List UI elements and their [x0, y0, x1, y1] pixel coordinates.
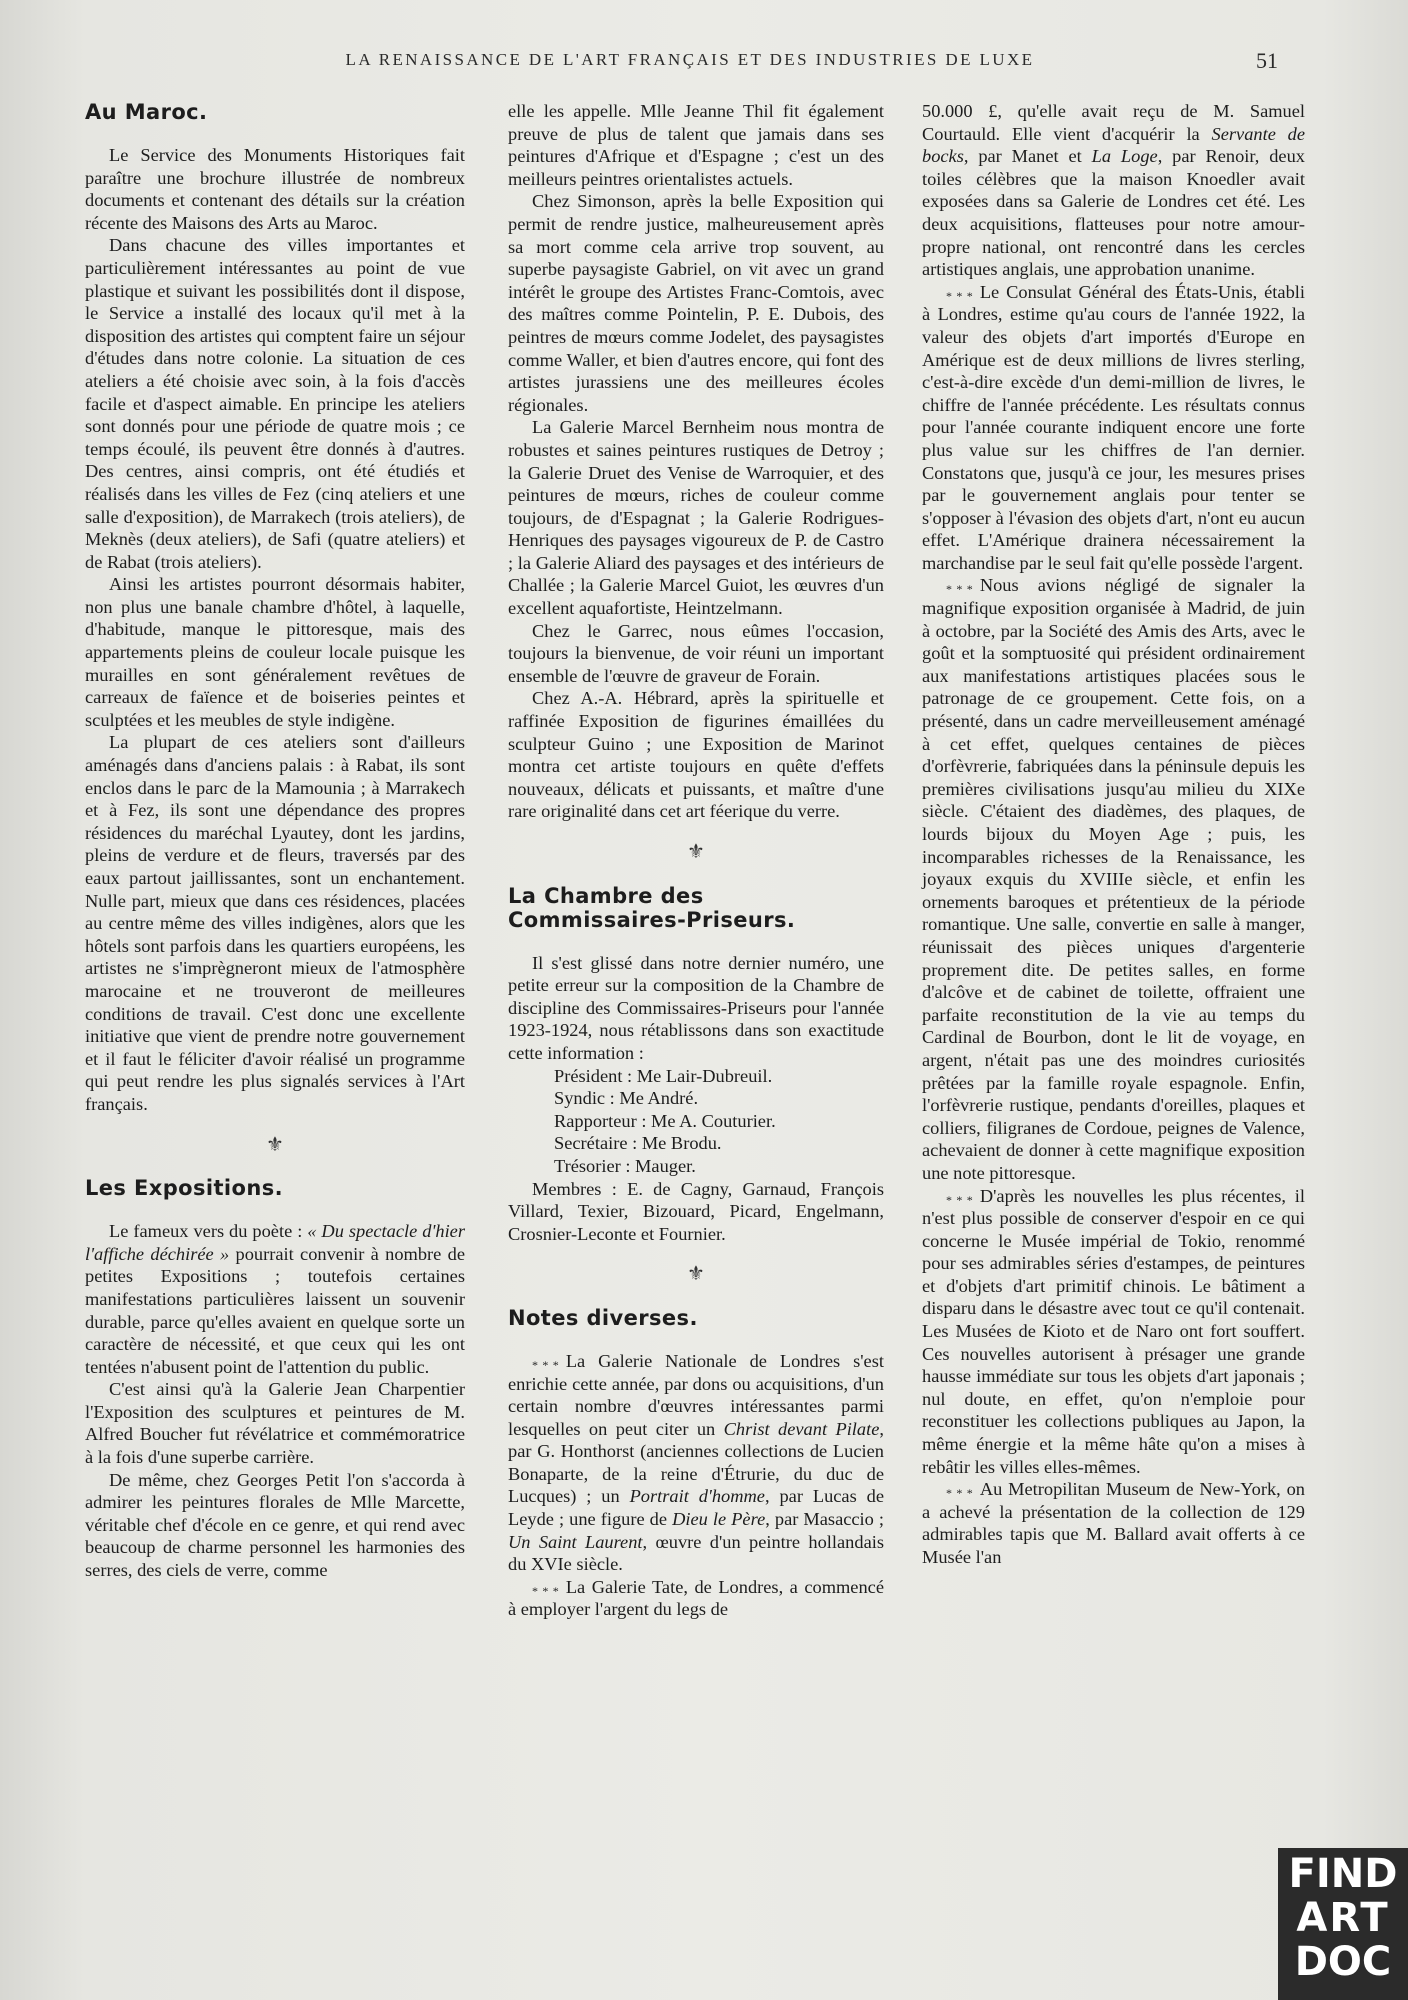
- running-head: LA RENAISSANCE DE L'ART FRANÇAIS ET DES INDUSTRIES DE LUXE: [345, 50, 1035, 69]
- paragraph: Chez A.-A. Hébrard, après la spirituelle et raffinée Exposition de figurines émaillées du sculpteur Guino ; une Exposition de Marinot montra cet artiste toujours en quête d'effets nouveaux, délicats et puissants, et maître d'une rare originalité dans cet art féerique du verre.: [508, 688, 884, 822]
- paragraph: De même, chez Georges Petit l'on s'accorda à admirer les peintures florales de Mlle Marcette, véritable chef d'école en ce genre, et qui rend avec beaucoup de charme personnel les harmonies des serres, des ciels de verre, comme: [85, 1469, 465, 1581]
- list-item: Syndic : Me André.: [554, 1088, 699, 1109]
- asterism-icon: * * *: [946, 1192, 974, 1207]
- paragraph: * * * La Galerie Tate, de Londres, a commencé à employer l'argent du legs de: [508, 1576, 884, 1620]
- paragraph: elle les appelle. Mlle Jeanne Thil fit également preuve de plus de talent que jamais dans ses peintures d'Afrique et d'Espagne ; c'est un des meilleurs peintres orientalistes actuels.: [508, 101, 884, 189]
- paragraph: Le fameux vers du poète : « Du spectacle d'hier l'affiche déchirée » pourrait convenir à nombre de petites Expositions ; toutefois certaines manifestations particulières laissent un souvenir durable, parce qu'elles avaient en quelque sorte un caractère de nécessité, et que ceux qui les ont tentées n'abusent point de l'attention du public.: [85, 1221, 466, 1377]
- quote: « Du spectacle d'hier l'affiche déchirée »: [85, 1221, 466, 1264]
- heading-notes-diverses: Notes diverses.: [508, 1305, 698, 1330]
- list-item: Rapporteur : Me A. Couturier.: [554, 1110, 776, 1131]
- asterism-icon: * * *: [946, 1486, 974, 1501]
- heading-chambre-commissaires-priseurs: La Chambre des Commissaires-Priseurs.: [508, 883, 796, 932]
- paragraph: * * * Nous avions négligé de signaler la magnifique exposition organisée à Madrid, de juin à octobre, par la Société des Amis des Arts, avec le goût et la somptuosité qui président ordinairement aux manifestations artistiques placées sous le patronage de ce groupement. Cette fois, on a présenté, dans un cadre merveilleusement aménagé à cet effet, quelques centaines de pièces d'orfèvrerie, fabriquées dans la péninsule depuis les premières civilisations jusqu'au milieu du XIXe siècle. C'étaient des diadèmes, des plaques, de lourds bijoux du Moyen Age ; puis, les incomparables richesses de la Renaissance, les joyaux exquis du XVIIIe siècle, et enfin les ornements baroques et prétentieux de la période romantique. Une salle, convertie en salle à manger, réunissait des pièces uniques d'argenterie proprement dite. De petites salles, en forme d'alcôve et de cabinet de toilette, offraient une parfaite reconstitution de la vie au temps du Cardinal de Bourbon, dont le lit de voyage, en argent, n'était pas une des moindres curiosités prêtées par la famille royale espagnole. Enfin, l'orfèvrerie rustique, pendants d'oreilles, plaques et colliers, filigranes de Cordoue, peignes de Valence, achevaient de donner à cette magnifique exposition une note pittoresque.: [922, 575, 1305, 1183]
- list-item-membres: Membres : E. de Cagny, Garnaud, François Villard, Texier, Bizouard, Picard, Engelmann, Crosnier-Leconte et Fournier.: [508, 1178, 884, 1244]
- paragraph: La plupart de ces ateliers sont d'ailleurs aménagés dans d'anciens palais : à Rabat, ils sont enclos dans le parc de la Mamounia ; à Marrakech et à Fez, ils sont une dépendance des propres résidences du maréchal Lyautey, dont les jardins, pleins de verdure et de fleurs, traversés par des eaux partout jaillissantes, sont un enchantement. Nulle part, mieux que dans ces résidences, placées au centre même des villes indigènes, alors que les hôtels sont parfois dans les quartiers européens, les artistes ne s'imprègneront mieux de l'atmosphère marocaine et ne trouveront de meilleures conditions de travail. C'est donc une excellente initiative que vient de prendre notre gouvernement et il faut le féliciter d'avoir réalisé un programme qui peut rendre les plus signalés services à l'Art français.: [85, 732, 465, 1114]
- paragraph: Dans chacune des villes importantes et particulièrement intéressantes au point de vue plastique et suivant les possibilités dont il dispose, le Service a installé des locaux qu'il met à la disposition des artistes qui comptent faire un séjour d'études dans notre colonie. La situation de ces ateliers a été choisie avec soin, à la fois d'accès facile et d'aspect aimable. En principe les ateliers sont donnés pour une période de quatre mois ; ce temps écoulé, ils peuvent être donnés à d'autres. Des centres, ainsi compris, ont été étudiés et réalisés dans les villes de Fez (cinq ateliers et une salle d'exposition), de Marrakech (trois ateliers), de Meknès (deux ateliers), de Safi (quatre ateliers) et de Rabat (trois ateliers).: [85, 235, 465, 572]
- asterism-icon: * * *: [946, 288, 974, 303]
- paragraph: * * * D'après les nouvelles les plus récentes, il n'est plus possible de conserver d'espoir en ce qui concerne le Musée impérial de Tokio, renommé pour ses admirables séries d'estampes, de peintures et d'objets d'art primitif chinois. Le bâtiment a disparu dans le désastre avec tout ce qu'il contenait. Les Musées de Kioto et de Naro ont fort souffert. Ces nouvelles autorisent à présager une grande hausse immédiate sur tous les objets d'art japonais ; nul doute, en effet, qu'on n'emploie pour reconstituer les collections publiques au Japon, la même énergie et la même hâte qu'on a mises à rebâtir les villes elles-mêmes.: [922, 1185, 1305, 1477]
- heading-les-expositions: Les Expositions.: [85, 1176, 283, 1201]
- list-item: Trésorier : Mauger.: [554, 1155, 696, 1176]
- asterism-icon: * * *: [532, 1583, 560, 1598]
- paragraph: Le Service des Monuments Historiques fait paraître une brochure illustrée de nombreux documents et contenant des détails sur la création récente des Maisons des Arts au Maroc.: [85, 145, 465, 233]
- column-2: [508, 100, 884, 1621]
- paragraph: Il s'est glissé dans notre dernier numéro, une petite erreur sur la composition de la Chambre de discipline des Commissaires-Priseurs pour l'année 1923-1924, nous rétablissons dans son exactitude cette information :: [508, 952, 884, 1063]
- ornament-icon: ⚜: [687, 1263, 705, 1286]
- list-item: Secrétaire : Me Brodu.: [554, 1133, 722, 1154]
- page-number: 51: [1256, 48, 1278, 73]
- asterism-icon: * * *: [946, 582, 974, 597]
- paragraph: * * * Au Metropilitan Museum de New-York, on a achevé la présentation de la collection de 129 admirables tapis que M. Ballard avait offerts à ce Musée l'an: [922, 1479, 1305, 1567]
- paragraph: * * * La Galerie Nationale de Londres s'est enrichie cette année, par dons ou acquisitions, d'un certain nombre d'œuvres intéressantes parmi lesquelles on peut citer un Christ devant Pilate, par G. Honthorst (anciennes collections de Lucien Bonaparte, de la reine d'Étrurie, du duc de Lucques) ; un Portrait d'homme, par Lucas de Leyde ; une figure de Dieu le Père, par Masaccio ; Un Saint Laurent, œuvre d'un peintre hollandais du XVIe siècle.: [508, 1350, 885, 1575]
- paragraph: Ainsi les artistes pourront désormais habiter, non plus une banale chambre d'hôtel, à laquelle, d'habitude, manque le pittoresque, mais des appartements pleins de couleur locale puisque les murailles en sont généralement revêtues de carreaux de faïence et de boiseries peintes et sculptées et les meubles de style indigène.: [85, 574, 465, 730]
- paragraph: La Galerie Marcel Bernheim nous montra de robustes et saines peintures rustiques de Detroy ; la Galerie Druet des Venise de Warroquier, et des peintures de mœurs, riches de couleur comme toujours, de d'Espagnat ; la Galerie Rodrigues-Henriques des paysages vigoureux de P. de Castro ; la Galerie Aliard des paysages et des intérieurs de Challée ; la Galerie Marcel Guiot, les œuvres d'un excellent aquafortiste, Heintzelmann.: [508, 417, 884, 619]
- paragraph: * * * Le Consulat Général des États-Unis, établi à Londres, estime qu'au cours de l'année 1922, la valeur des objets d'art importés d'Europe en Amérique est de deux millions de livres sterling, c'est-à-dire excède d'un demi-million de livres, le chiffre de l'année précédente. Les résultats connus pour l'année courante indiquent encore une forte plus value sur les chiffres de l'an dernier. Constatons que, jusqu'à ce jour, les mesures prises par le gouvernement anglais pour tenter se s'opposer à l'évasion des objets d'art, n'ont eu aucun effet. L'Amérique drainera nécessairement la marchandise par le seul fait qu'elle possède l'argent.: [922, 281, 1305, 573]
- ornament-icon: ⚜: [687, 841, 705, 863]
- paragraph: C'est ainsi qu'à la Galerie Jean Charpentier l'Exposition des sculptures et peintures de M. Alfred Boucher fut révélatrice et commémoratrice à la fois d'une superbe carrière.: [85, 1379, 465, 1468]
- asterism-icon: * * *: [532, 1357, 560, 1372]
- paragraph: Chez le Garrec, nous eûmes l'occasion, toujours la bienvenue, de voir réuni un important ensemble de l'œuvre de graveur de Forain.: [508, 620, 884, 686]
- paragraph: Chez Simonson, après la belle Exposition qui permit de rendre justice, malheureusement après sa mort comme cela arrive trop souvent, au superbe paysagiste Gabriel, on vit avec un grand intérêt le groupe des Artistes Franc-Comtois, avec des maîtres comme Pointelin, P. E. Dubois, des peintres de mœurs comme Jodelet, des paysagistes comme Waller, et bien d'autres encore, qui font des artistes jurassiens une des meilleures écoles régionales.: [508, 191, 884, 415]
- paragraph: 50.000 £, qu'elle avait reçu de M. Samuel Courtauld. Elle vient d'acquérir la Servante de bocks, par Manet et La Loge, par Renoir, deux toiles célèbres que la maison Knoedler avait exposées dans sa Galerie de Londres cet été. Les deux acquisitions, flatteuses pour notre amour-propre national, ont rencontré dans les cercles artistiques anglais, une approbation unanime.: [922, 101, 1306, 280]
- list-item: Président : Me Lair-Dubreuil.: [554, 1065, 773, 1086]
- findartdoc-watermark-logo: FIND ART DOC: [1278, 1848, 1408, 2000]
- column-1: [85, 100, 465, 1582]
- ornament-icon: ⚜: [266, 1133, 284, 1156]
- column-3: [922, 100, 1305, 1569]
- heading-au-maroc: Au Maroc.: [85, 100, 208, 124]
